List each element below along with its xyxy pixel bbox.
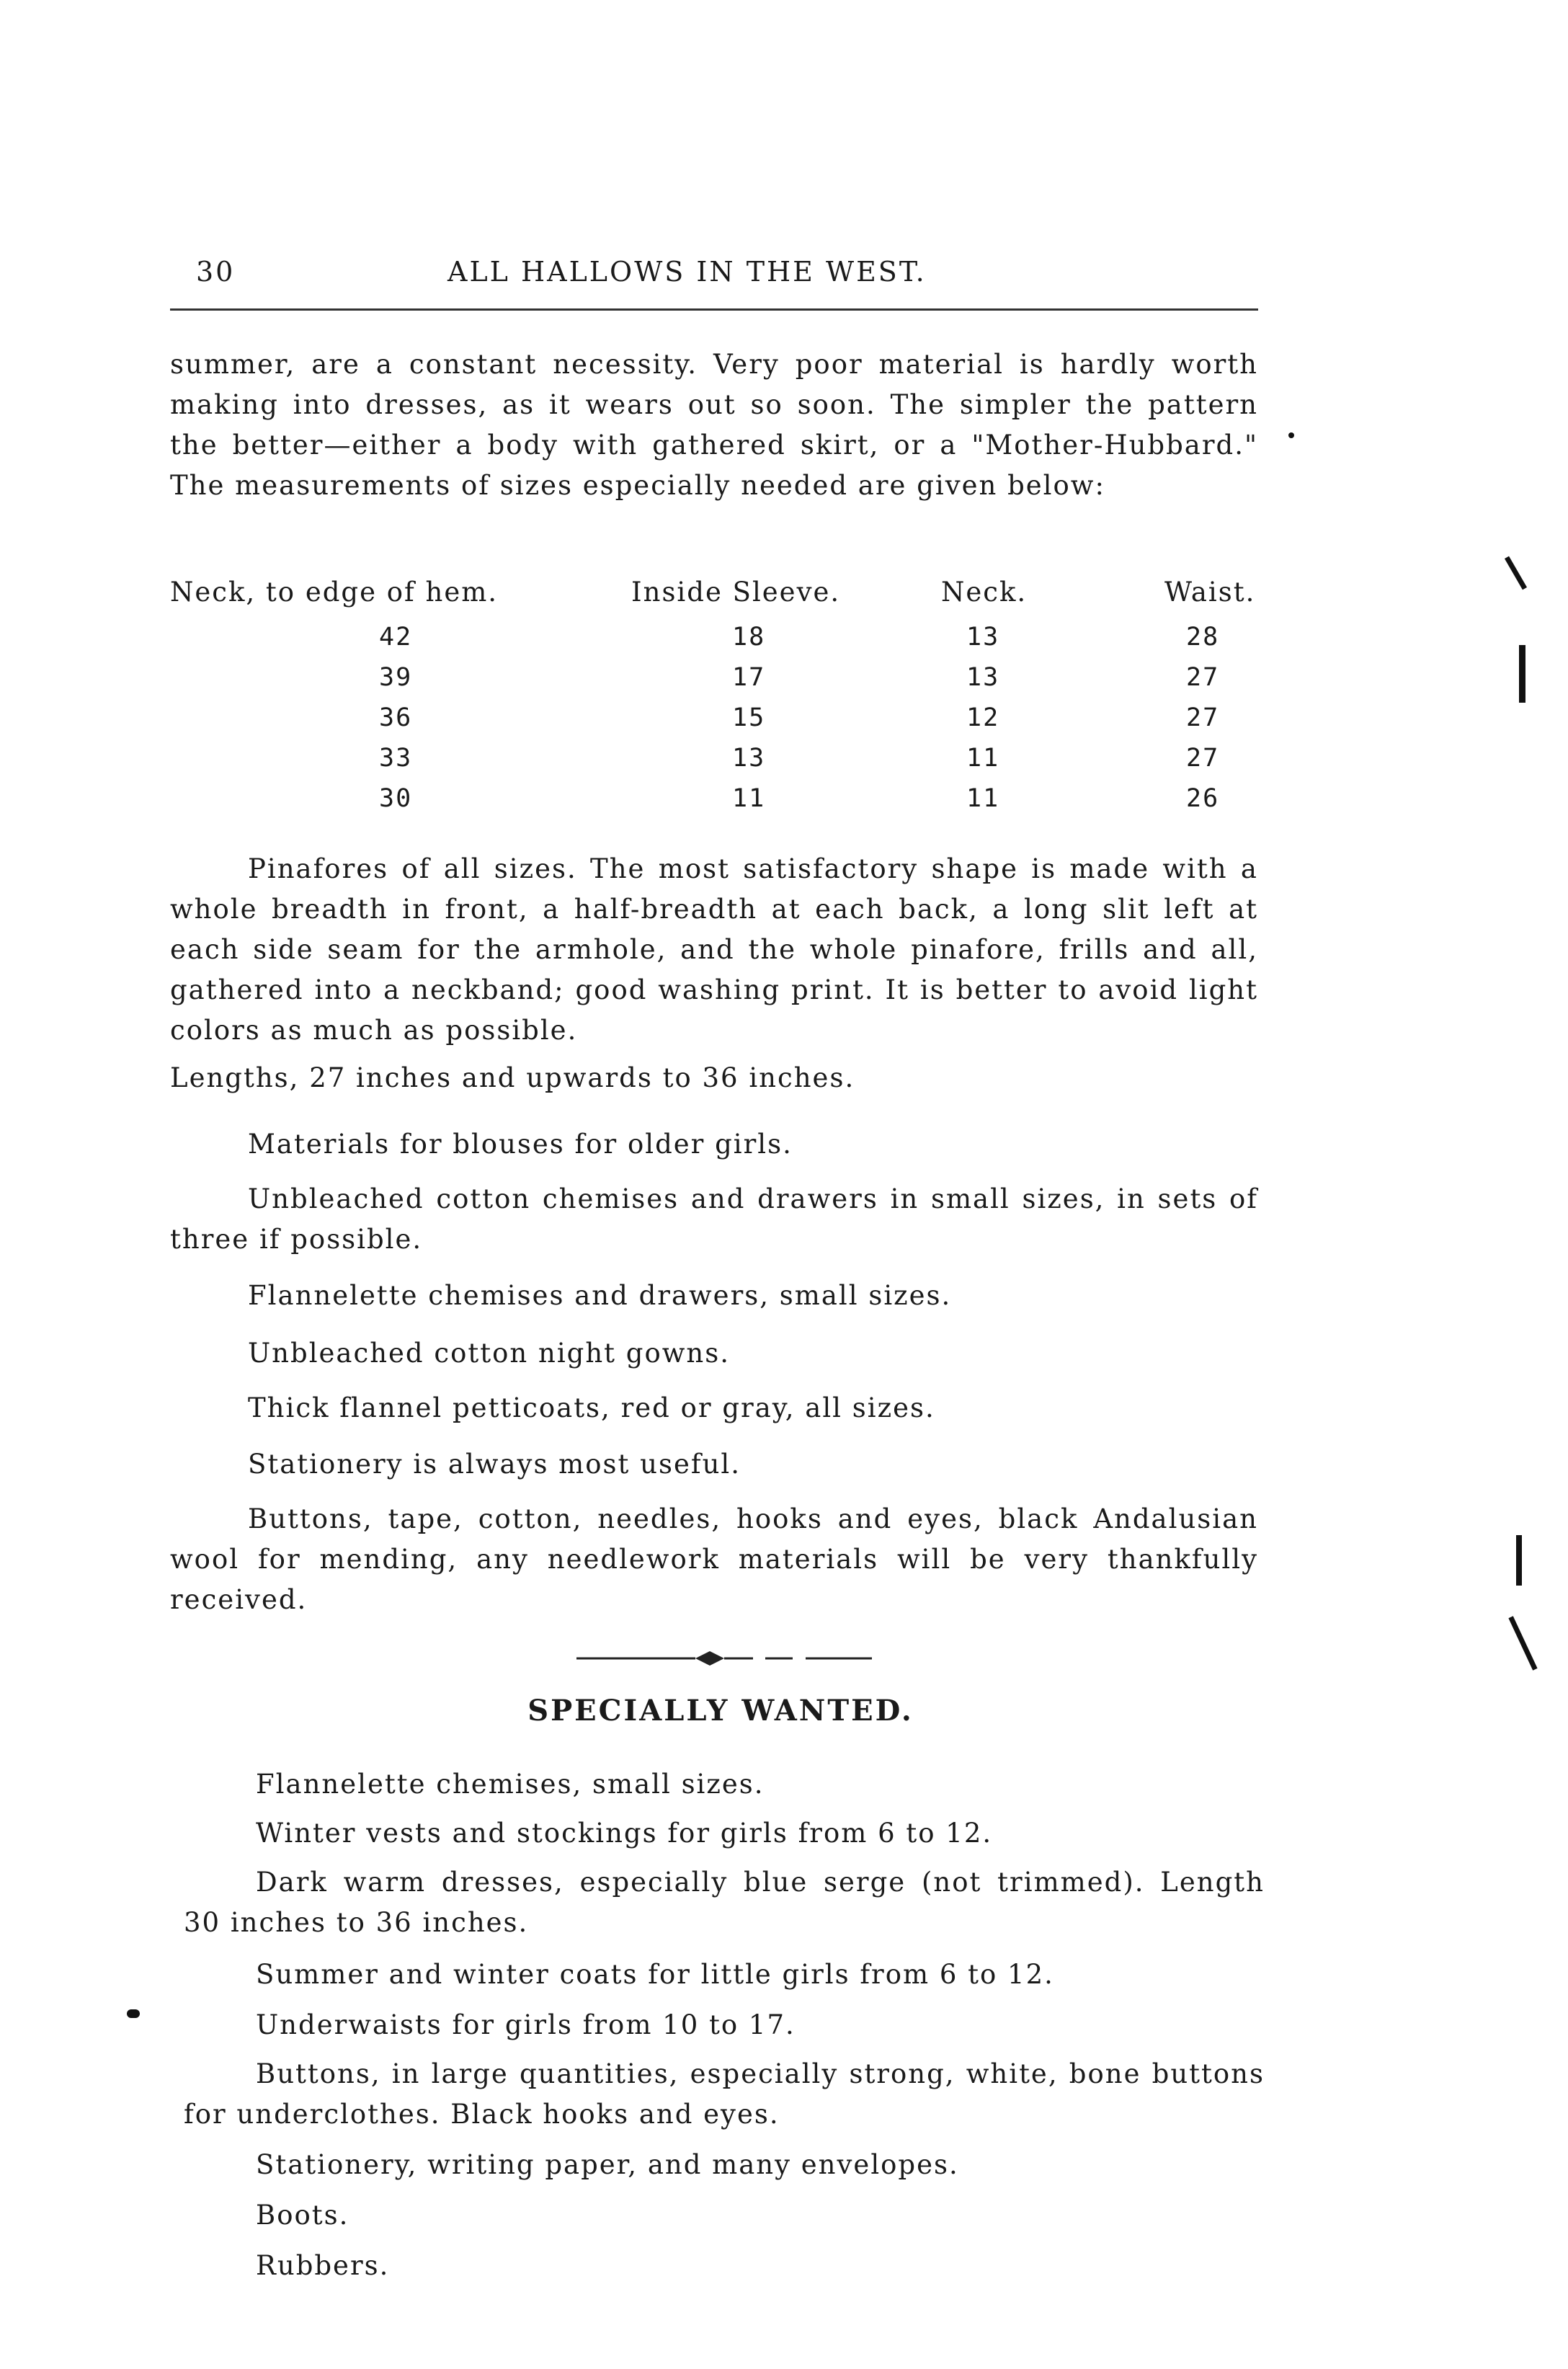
cell-waist: 27 xyxy=(1186,703,1220,732)
cell-neck: 13 xyxy=(966,623,1000,652)
cell-neck: 11 xyxy=(966,744,1000,773)
margin-mark xyxy=(1519,645,1525,703)
list-item: Stationery, writing paper, and many envelopes. xyxy=(256,2149,959,2180)
header-neck-to-hem: Neck, to edge of hem. xyxy=(170,577,499,608)
cell-neck: 12 xyxy=(966,703,1000,732)
cell-waist: 27 xyxy=(1186,663,1220,692)
cell-inside-sleeve: 11 xyxy=(732,784,766,813)
page-number: 30 xyxy=(196,256,236,288)
cell-waist: 27 xyxy=(1186,744,1220,773)
list-item: Rubbers. xyxy=(256,2250,390,2281)
list-item: Buttons, in large quantities, especially strong, white, bone buttons for underclothes. Black hooks and eyes. xyxy=(184,2058,1265,2130)
cell-neck-to-hem: 36 xyxy=(379,703,413,732)
margin-mark xyxy=(1508,1616,1537,1670)
table-row xyxy=(170,744,1258,784)
lengths-line: Lengths, 27 inches and upwards to 36 inches. xyxy=(170,1062,855,1093)
list-item: Flannelette chemises and drawers, small sizes. xyxy=(248,1280,952,1311)
table-row xyxy=(170,663,1258,703)
list-item: Underwaists for girls from 10 to 17. xyxy=(256,2009,796,2040)
header-waist: Waist. xyxy=(1164,577,1256,608)
list-item: Unbleached cotton night gowns. xyxy=(248,1338,731,1369)
cell-neck-to-hem: 39 xyxy=(379,663,413,692)
list-item: Flannelette chemises, small sizes. xyxy=(256,1769,765,1800)
header-inside-sleeve: Inside Sleeve. xyxy=(631,577,841,608)
intro-paragraph: summer, are a constant necessity. Very poor material is hardly worth making into dresses, as it wears out so soon. The simpler the pattern the better—either a body with gathered skirt, or a "Mother-Hubbard." The measurements of sizes especially needed are given below: xyxy=(170,349,1258,501)
cell-waist: 26 xyxy=(1186,784,1220,813)
table-row xyxy=(170,623,1258,663)
list-item: Summer and winter coats for little girls from 6 to 12. xyxy=(256,1959,1054,1990)
table-row xyxy=(170,784,1258,825)
cell-neck: 11 xyxy=(966,784,1000,813)
cell-neck: 13 xyxy=(966,663,1000,692)
table-header-row xyxy=(170,577,1258,617)
list-item: Dark warm dresses, especially blue serge (not trimmed). Length 30 inches to 36 inches. xyxy=(184,1867,1265,1938)
section-divider-ornament xyxy=(576,1648,872,1669)
list-item: Stationery is always most useful. xyxy=(248,1449,741,1480)
list-item: Unbleached cotton chemises and drawers in small sizes, in sets of three if possible. xyxy=(170,1183,1258,1255)
header-neck: Neck. xyxy=(941,577,1028,608)
section-heading: SPECIALLY WANTED. xyxy=(527,1694,914,1728)
list-item: Materials for blouses for older girls. xyxy=(248,1129,793,1160)
cell-inside-sleeve: 13 xyxy=(732,744,766,773)
measurements-table xyxy=(170,577,1258,825)
cell-inside-sleeve: 18 xyxy=(732,623,766,652)
cell-inside-sleeve: 17 xyxy=(732,663,766,692)
cell-neck-to-hem: 30 xyxy=(379,784,413,813)
header-rule xyxy=(170,308,1258,311)
list-item: Winter vests and stockings for girls from 6 to 12. xyxy=(256,1818,993,1849)
list-item: Boots. xyxy=(256,2200,349,2231)
cell-neck-to-hem: 42 xyxy=(379,623,413,652)
margin-mark xyxy=(1516,1535,1522,1586)
list-item: Buttons, tape, cotton, needles, hooks and eyes, black Andalusian wool for mending, any needlework materials will be very thankfully received. xyxy=(170,1503,1258,1615)
cell-inside-sleeve: 15 xyxy=(732,703,766,732)
margin-mark xyxy=(1505,556,1527,590)
margin-mark xyxy=(1288,432,1294,438)
cell-neck-to-hem: 33 xyxy=(379,744,413,773)
running-title: ALL HALLOWS IN THE WEST. xyxy=(447,256,927,288)
running-head xyxy=(170,256,1258,292)
cell-waist: 28 xyxy=(1186,623,1220,652)
table-row xyxy=(170,703,1258,744)
margin-mark xyxy=(127,2009,140,2018)
pinafores-paragraph: Pinafores of all sizes. The most satisfactory shape is made with a whole breadth in front, a half-breadth at each back, a long slit left at each side seam for the armhole, and the whole pinafore, frills and all, gathered into a neckband; good washing print. It is better to avoid light colors as much as possible. xyxy=(170,853,1258,1046)
list-item: Thick flannel petticoats, red or gray, all sizes. xyxy=(248,1392,935,1423)
